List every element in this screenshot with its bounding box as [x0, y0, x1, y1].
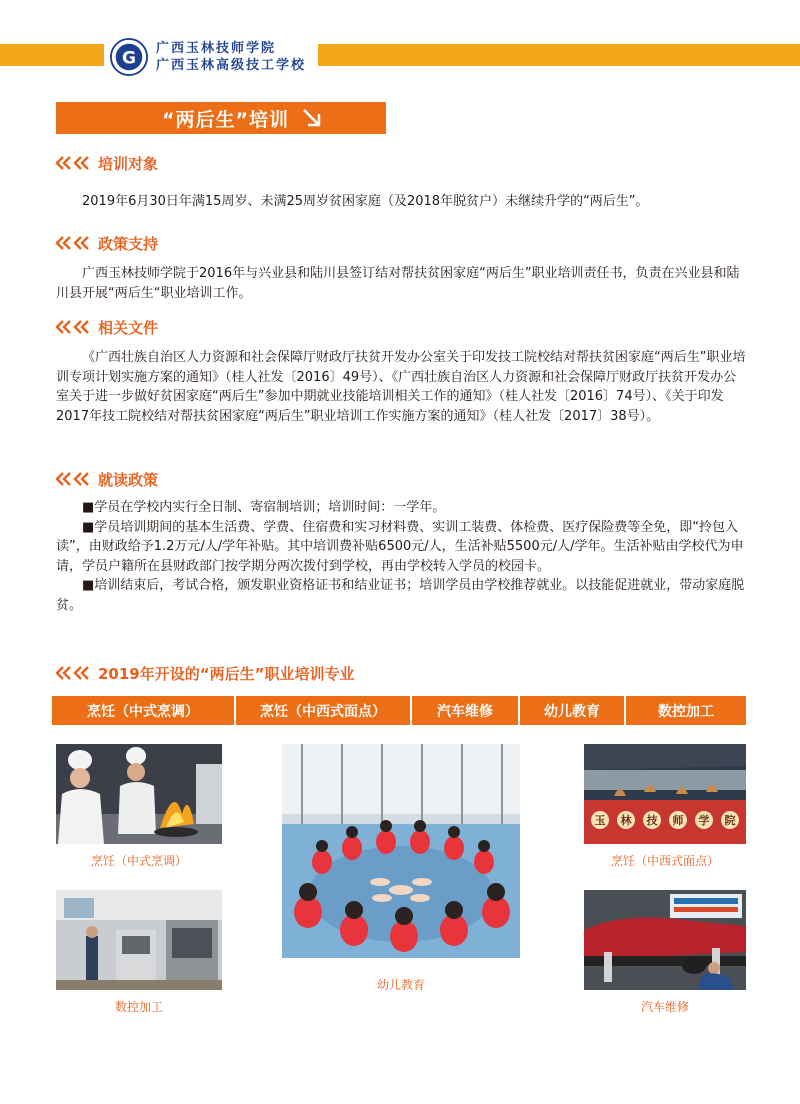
section-title: 培训对象: [98, 154, 159, 173]
pastry-sign-char: 师: [672, 814, 684, 827]
pastry-photo: [584, 744, 746, 844]
double-chevron-icon: [56, 320, 92, 334]
section-body-documents: [56, 348, 746, 426]
auto-repair-photo: [584, 890, 746, 990]
school-name-primary: 广西玉林技师学院: [156, 41, 277, 56]
major-cnc: 数控加工: [658, 703, 714, 720]
major-early-childhood: 幼儿教育: [520, 696, 626, 725]
pastry-sign-char: 学: [698, 814, 710, 827]
section-title: 政策支持: [98, 234, 159, 253]
photo-caption-cooking: 烹饪（中式烹调）: [90, 854, 187, 868]
paragraph: 广西玉林技师学院于2016年与兴业县和陆川县签订结对帮扶贫困家庭“两后生”职业培训责任书，负责在兴业县和陆川县开展“两后生“职业培训工作。: [56, 266, 740, 301]
pastry-sign-char: 玉: [594, 814, 606, 827]
header-bar-left: [0, 44, 104, 66]
major-cooking: 烹饪（中式烹调）: [52, 696, 236, 725]
majors-tab-bar: [52, 696, 746, 725]
paragraph: 《广西壮族自治区人力资源和社会保障厅财政厅扶贫开发办公室关于印发技工院校结对帮扶贫困家庭“两后生”职业培训专项计划实施方案的通知》（桂人社发〔2016〕49号）、《广西壮族自治区人力资源和社会保障厅财政厅扶贫开发办公室关于进一步做好贫困家庭“两后生”参加中期就业技能培训相关工作的通知》（桂人社发〔2016〕74号）、《关于印发2017年技工院校结对帮扶贫困家庭“两后生”职业培训工作实施方案的通知》（桂人社发〔2017〕38号）。: [56, 350, 746, 424]
section-heading-documents: [56, 316, 158, 338]
double-chevron-icon: [56, 472, 92, 486]
list-item: ■学员在学校内实行全日制、寄宿制培训；培训时间：一学年。: [82, 500, 446, 515]
cooking-photo: [56, 744, 222, 844]
pastry-sign-char: 技: [646, 814, 658, 827]
section-heading-target: [56, 152, 158, 174]
double-chevron-icon: [56, 236, 92, 250]
title-banner: [56, 102, 386, 134]
photo-caption-cnc: 数控加工: [114, 1000, 163, 1014]
school-names: [156, 40, 306, 74]
section-body-target: [56, 192, 746, 212]
section-title: 就读政策: [98, 470, 159, 489]
photo-caption-pastry: 烹饪（中西式面点）: [610, 854, 719, 868]
section-title: 相关文件: [98, 318, 159, 337]
cnc-photo: [56, 890, 222, 990]
arrow-down-right-icon: [301, 107, 323, 129]
photo-caption-auto: 汽车维修: [640, 1000, 689, 1014]
school-name-secondary: 广西玉林高级技工学校: [156, 58, 307, 73]
major-auto-repair: 汽车维修: [412, 696, 520, 725]
section-body-policy: [56, 264, 746, 303]
kids-education-photo: [282, 744, 520, 958]
section-body-study: [56, 498, 746, 615]
section-title: 2019年开设的“两后生”职业培训专业: [98, 664, 355, 683]
double-chevron-icon: [56, 156, 92, 170]
header-bar-right: [318, 44, 800, 66]
paragraph: 2019年6月30日年满15周岁、未满25周岁贫困家庭（及2018年脱贫户）未继续升学的“两后生”。: [82, 194, 649, 209]
double-chevron-icon: [56, 666, 92, 680]
pastry-sign-char: 院: [724, 814, 736, 827]
photo-caption-kids: 幼儿教育: [376, 978, 425, 992]
list-item: ■学员培训期间的基本生活费、学费、住宿费和实习材料费、实训工装费、体检费、医疗保险费等全免，即“拎包入读”，由财政给予1.2万元/人/学年补贴。其中培训费补贴6500元/人，生活补贴5500元/人/学年。生活补贴由学校代为申请，学员户籍所在县财政部门按学期分两次拨付到学校，再由学校转入学员的校园卡。: [56, 519, 744, 574]
banner-title: “两后生”培训: [162, 108, 289, 131]
school-emblem-icon: [110, 38, 148, 76]
section-heading-study: [56, 468, 158, 490]
pastry-sign-char: 林: [620, 814, 632, 827]
svg-text:G: G: [121, 48, 137, 69]
major-pastry: 烹饪（中西式面点）: [236, 696, 412, 725]
list-item: ■培训结束后，考试合格，颁发职业资格证书和结业证书；培训学员由学校推荐就业。以技能促进就业，带动家庭脱贫。: [56, 578, 745, 613]
section-heading-policy: [56, 232, 158, 254]
section-heading-majors: [56, 662, 354, 684]
